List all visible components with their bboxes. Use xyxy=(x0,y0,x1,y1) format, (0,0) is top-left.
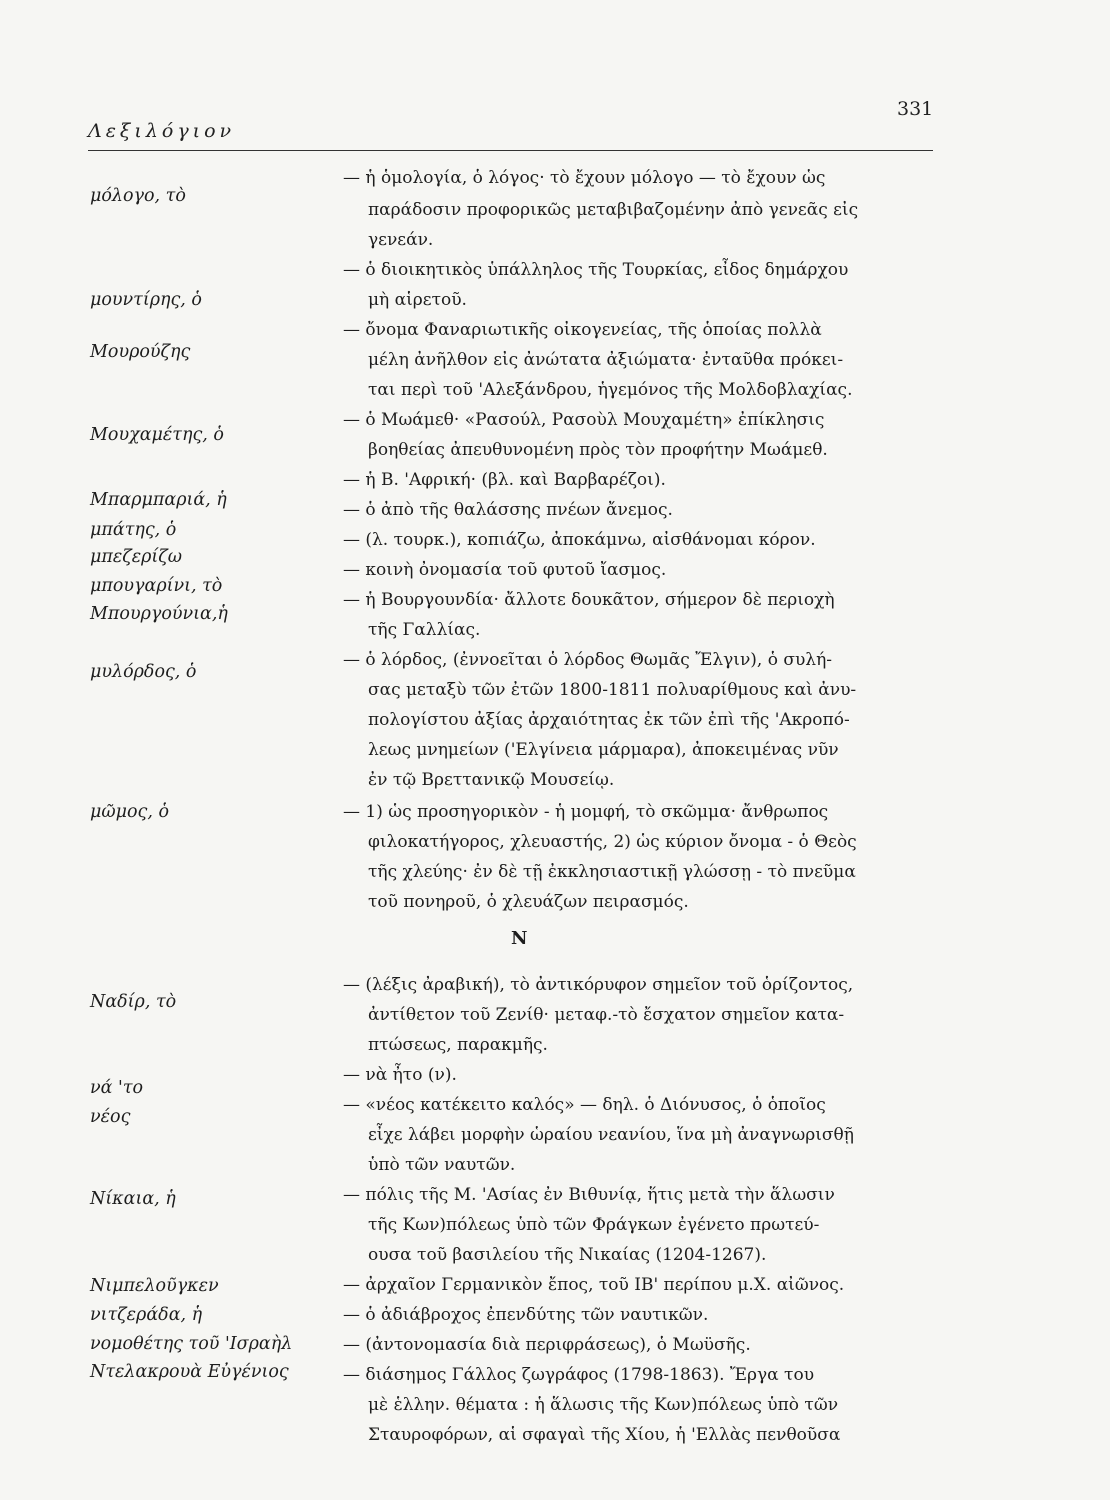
header-rule xyxy=(88,150,933,151)
definition-line: — ἀρχαῖον Γερμανικὸν ἔπος, τοῦ ΙΒ' περίπου μ.Χ. αἰῶνος. xyxy=(343,1275,845,1295)
term: μουντίρης, ὁ xyxy=(90,290,202,310)
term: Μπαρμπαριά, ἡ xyxy=(90,490,227,510)
term: νομοθέτης τοῦ 'Ισραὴλ xyxy=(90,1334,293,1354)
term: μυλόρδος, ὁ xyxy=(90,662,197,682)
term: μόλογο, τὸ xyxy=(90,186,186,206)
definition-line: — ἡ Β. 'Αφρική· (βλ. καὶ Βαρβαρέζοι). xyxy=(343,470,666,490)
term: Μουρούζης xyxy=(90,342,191,362)
term: Μπουργούνια,ἡ xyxy=(90,604,228,624)
term: Νιμπελοῦγκεν xyxy=(90,1276,219,1296)
definition-line: — ὁ διοικητικὸς ὑπάλληλος τῆς Τουρκίας, εἶδος δημάρχου xyxy=(343,260,849,280)
definition-line: παράδοσιν προφορικῶς μεταβιβαζομένην ἀπὸ γενεᾶς εἰς xyxy=(368,200,859,220)
definition-line: ἐν τῷ Βρεττανικῷ Μουσείῳ. xyxy=(368,770,615,790)
term: νά 'το xyxy=(90,1078,144,1098)
definition-line: μὴ αἱρετοῦ. xyxy=(368,290,467,310)
definition-line: ἀντίθετον τοῦ Ζενίθ· μεταφ.-τὸ ἔσχατον σημεῖον κατα- xyxy=(368,1005,845,1025)
running-title: Λεξιλόγιον xyxy=(88,120,236,142)
definition-line: πολογίστου ἀξίας ἀρχαιότητας ἐκ τῶν ἐπὶ τῆς 'Ακροπό- xyxy=(368,710,850,730)
definition-line: — ὁ ἀδιάβροχος ἐπενδύτης τῶν ναυτικῶν. xyxy=(343,1305,709,1325)
definition-line: Σταυροφόρων, αἱ σφαγαὶ τῆς Χίου, ἡ 'Ελλὰς πενθοῦσα xyxy=(368,1425,841,1445)
term: Μουχαμέτης, ὁ xyxy=(90,425,224,445)
definition-line: πτώσεως, παρακμῆς. xyxy=(368,1035,548,1055)
term: μπεζερίζω xyxy=(90,547,183,567)
definition-line: — ἡ Βουργουνδία· ἄλλοτε δουκᾶτον, σήμερον δὲ περιοχὴ xyxy=(343,590,835,610)
term: Ντελακρουὰ Εὐγένιος xyxy=(90,1362,289,1382)
definition-line: — διάσημος Γάλλος ζωγράφος (1798-1863). Ἔργα του xyxy=(343,1365,815,1385)
definition-line: ὑπὸ τῶν ναυτῶν. xyxy=(368,1155,516,1175)
definition-line: — ὁ λόρδος, (ἐννοεῖται ὁ λόρδος Θωμᾶς Ἔλγιν), ὁ συλή- xyxy=(343,650,833,670)
definition-line: τοῦ πονηροῦ, ὁ χλευάζων πειρασμός. xyxy=(368,892,689,912)
definition-line: — πόλις τῆς Μ. 'Ασίας ἐν Βιθυνίᾳ, ἥτις μετὰ τὴν ἅλωσιν xyxy=(343,1185,835,1205)
definition-line: σας μεταξὺ τῶν ἐτῶν 1800-1811 πολυαρίθμους καὶ ἀνυ- xyxy=(368,680,857,700)
term: μπάτης, ὁ xyxy=(90,520,177,540)
definition-line: βοηθείας ἀπευθυνομένη πρὸς τὸν προφήτην Μωάμεθ. xyxy=(368,440,828,460)
term: νέος xyxy=(90,1107,131,1127)
definition-line: — ἡ ὁμολογία, ὁ λόγος· τὸ ἔχουν μόλογο — τὸ ἔχουν ὡς xyxy=(343,168,826,188)
definition-line: τῆς Γαλλίας. xyxy=(368,620,481,640)
term: νιτζεράδα, ἡ xyxy=(90,1305,203,1325)
definition-line: — «νέος κατέκειτο καλός» — δηλ. ὁ Διόνυσος, ὁ ὁποῖος xyxy=(343,1095,826,1115)
definition-line: — κοινὴ ὀνομασία τοῦ φυτοῦ ἴασμος. xyxy=(343,560,667,580)
definition-line: — ὁ ἀπὸ τῆς θαλάσσης πνέων ἄνεμος. xyxy=(343,500,673,520)
term: Ναδίρ, τὸ xyxy=(90,992,177,1012)
definition-line: ται περὶ τοῦ 'Αλεξάνδρου, ἡγεμόνος τῆς Μολδοβλαχίας. xyxy=(368,380,853,400)
definition-line: — (λ. τουρκ.), κοπιάζω, ἀποκάμνω, αἰσθάνομαι κόρον. xyxy=(343,530,816,550)
definition-line: μὲ ἑλλην. θέματα : ἡ ἅλωσις τῆς Κων)πόλεως ὑπὸ τῶν xyxy=(368,1395,839,1415)
definition-line: τῆς Κων)πόλεως ὑπὸ τῶν Φράγκων ἐγένετο πρωτεύ- xyxy=(368,1215,820,1235)
term: Νίκαια, ἡ xyxy=(90,1189,176,1209)
definition-line: — 1) ὡς προσηγορικὸν - ἡ μομφή, τὸ σκῶμμα· ἄνθρωπος xyxy=(343,802,829,822)
definition-line: — (ἀντονομασία διὰ περιφράσεως), ὁ Μωϋσῆς. xyxy=(343,1335,751,1355)
definition-line: — νὰ ἦτο (ν). xyxy=(343,1065,457,1085)
definition-line: — (λέξις ἀραβική), τὸ ἀντικόρυφον σημεῖον τοῦ ὁρίζοντος, xyxy=(343,975,854,995)
definition-line: τῆς χλεύης· ἐν δὲ τῇ ἐκκλησιαστικῇ γλώσσῃ - τὸ πνεῦμα xyxy=(368,862,856,882)
page-number: 331 xyxy=(897,98,934,120)
definition-line: — ὄνομα Φαναριωτικῆς οἰκογενείας, τῆς ὁποίας πολλὰ xyxy=(343,320,822,340)
section-letter: Ν xyxy=(511,928,528,949)
definition-line: ουσα τοῦ βασιλείου τῆς Νικαίας (1204-1267). xyxy=(368,1245,767,1265)
definition-line: εἶχε λάβει μορφὴν ὡραίου νεανίου, ἵνα μὴ ἀναγνωρισθῇ xyxy=(368,1125,854,1145)
term: μπουγαρίνι, τὸ xyxy=(90,576,223,596)
definition-line: φιλοκατήγορος, χλευαστής, 2) ὡς κύριον ὄνομα - ὁ Θεὸς xyxy=(368,832,857,852)
definition-line: — ὁ Μωάμεθ· «Ρασούλ, Ρασοὺλ Μουχαμέτη» ἐπίκλησις xyxy=(343,410,825,430)
definition-line: λεως μνημείων ('Ελγίνεια μάρμαρα), ἀποκειμένας νῦν xyxy=(368,740,839,760)
definition-line: γενεάν. xyxy=(368,230,434,250)
definition-line: μέλη ἀνῆλθον εἰς ἀνώτατα ἀξιώματα· ἐνταῦθα πρόκει- xyxy=(368,350,844,370)
term: μῶμος, ὁ xyxy=(90,802,170,822)
